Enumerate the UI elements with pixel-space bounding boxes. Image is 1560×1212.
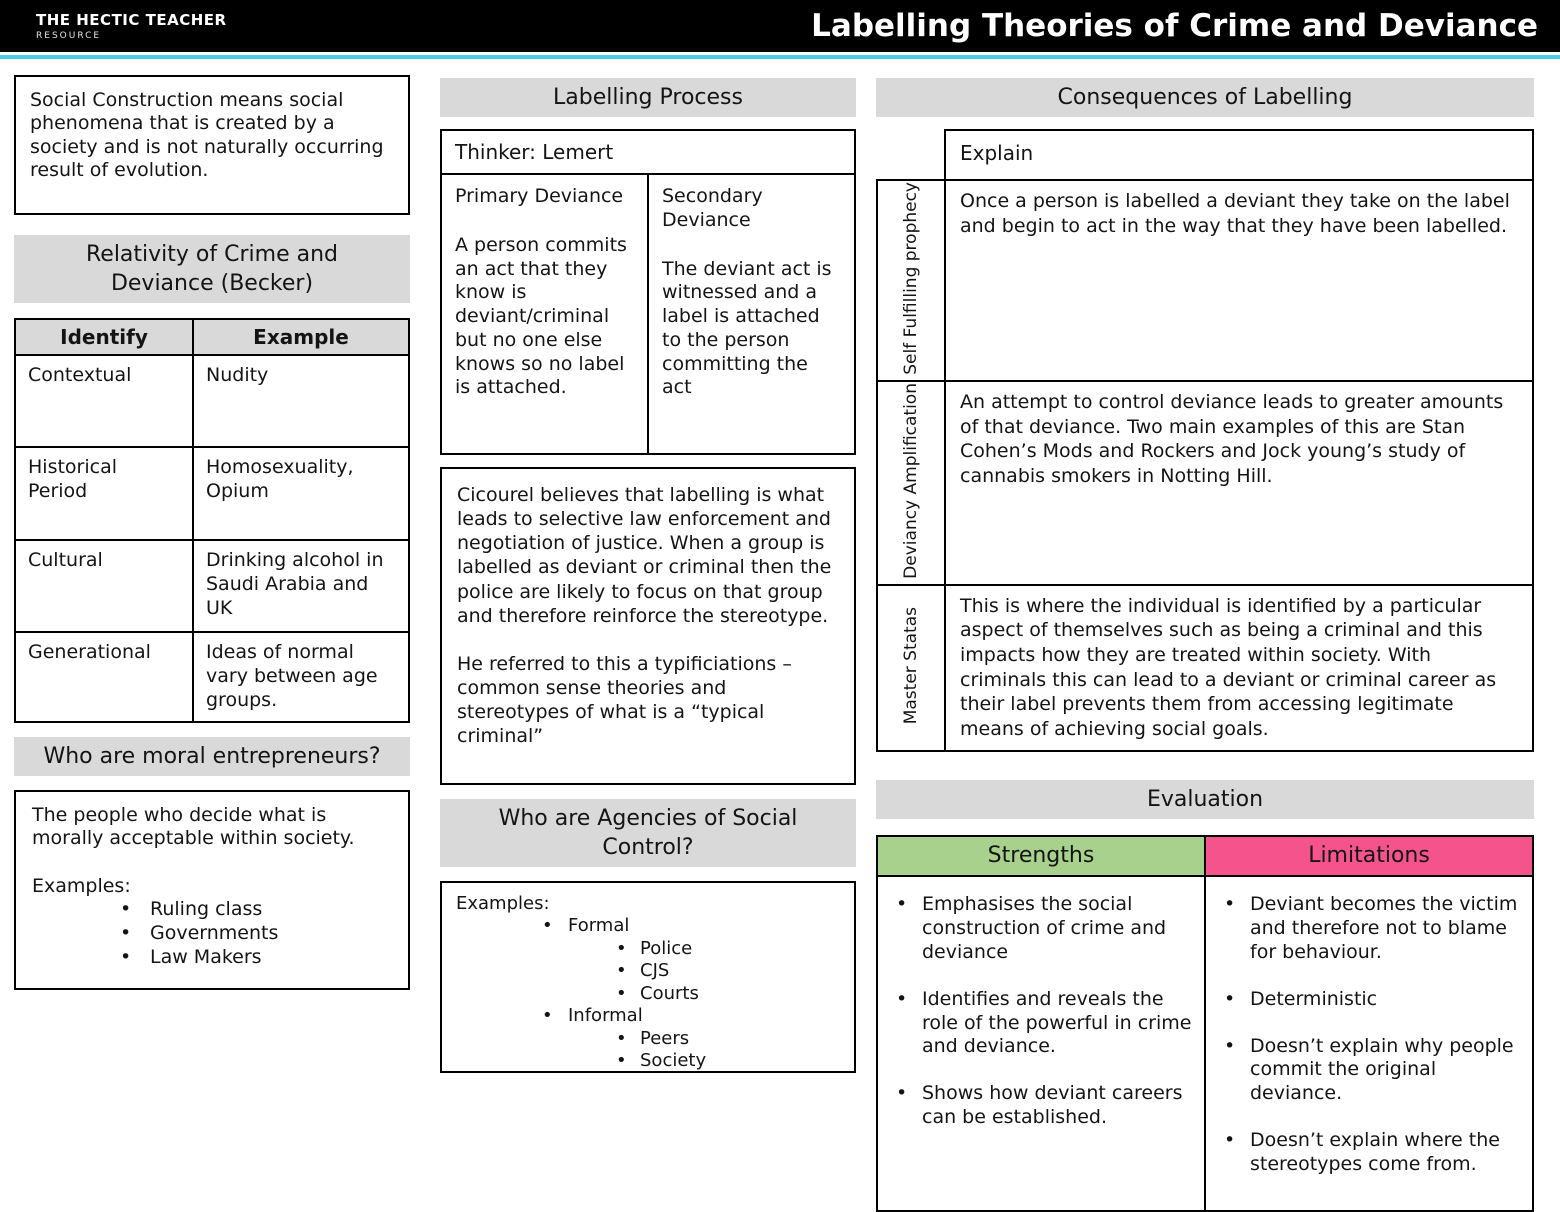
- list-item: [456, 1028, 840, 1051]
- consequence-label: [877, 585, 945, 751]
- list-item: [1212, 893, 1520, 965]
- example-cell: Ideas of normal vary between age groups.: [193, 632, 409, 722]
- list-item-text: Shows how deviant careers can be established.: [922, 1082, 1183, 1129]
- list-item: [32, 898, 392, 922]
- list-item: [32, 922, 392, 946]
- list-item-text: Law Makers: [150, 945, 262, 968]
- header-bar: [0, 0, 1560, 52]
- table-row: [15, 632, 409, 722]
- example-cell: Homosexuality, Opium: [193, 447, 409, 540]
- list-item-text: Ruling class: [150, 898, 263, 921]
- thinker-label: Thinker: Lemert: [442, 131, 854, 175]
- left-column: [14, 75, 410, 990]
- example-cell: Drinking alcohol in Saudi Arabia and UK: [193, 540, 409, 632]
- limitations-header: Limitations: [1205, 836, 1533, 876]
- moral-examples-list: [32, 898, 392, 969]
- primary-deviance-cell: [442, 175, 647, 453]
- consequence-row: [877, 585, 1533, 751]
- consequence-label-text: Master Statas: [900, 607, 921, 725]
- consequence-text: An attempt to control deviance leads to greater amounts of that deviance. Two main examples of this are Stan Cohen’s Mods and Rockers and Jock young’s study of cannabis smokers in Notting Hill.: [945, 381, 1533, 585]
- social-construction-text: Social Construction means social phenomena that is created by a society and is not naturally occurring result of evolution.: [30, 89, 384, 182]
- list-item-text: Doesn’t explain why people commit the original deviance.: [1250, 1034, 1514, 1105]
- right-column: [876, 78, 1534, 1212]
- list-item: [32, 946, 392, 970]
- strengths-cell: [877, 876, 1205, 1211]
- relativity-table-header-row: [15, 319, 409, 355]
- list-item-text: Emphasises the social construction of crime and deviance: [922, 892, 1167, 963]
- list-item-text: Doesn’t explain where the stereotypes come from.: [1250, 1129, 1500, 1176]
- list-item-text: Informal: [568, 1005, 643, 1027]
- moral-entrepreneurs-header: Who are moral entrepreneurs?: [14, 737, 410, 776]
- list-item: [456, 983, 840, 1006]
- consequence-row: [877, 381, 1533, 585]
- list-item: [1212, 1035, 1520, 1107]
- list-item-text: Identifies and reveals the role of the powerful in crime and deviance.: [922, 987, 1192, 1058]
- logo-subtitle: RESOURCE: [36, 31, 102, 41]
- limitations-cell: [1205, 876, 1533, 1211]
- labelling-process-header: Labelling Process: [440, 78, 856, 117]
- cicourel-box: [440, 467, 856, 785]
- identify-cell: Cultural: [15, 540, 193, 632]
- list-item: [456, 915, 840, 938]
- consequence-text: Once a person is labelled a deviant they take on the label and begin to act in the way that they have been labelled.: [945, 180, 1533, 381]
- evaluation-table: [876, 835, 1534, 1212]
- logo: [36, 11, 227, 41]
- consequences-table: [876, 129, 1534, 752]
- column-header-example: Example: [193, 319, 409, 355]
- column-header-identify: Identify: [15, 319, 193, 355]
- document-title: Labelling Theories of Crime and Deviance: [811, 8, 1538, 44]
- moral-entrepreneurs-box: [14, 790, 410, 990]
- table-row: [15, 447, 409, 540]
- cicourel-paragraph-2: He referred to this a typificiations – common sense theories and stereotypes of what is a “typical criminal”: [457, 652, 792, 748]
- explain-spacer: [877, 130, 945, 180]
- secondary-deviance-text: The deviant act is witnessed and a label is attached to the person committing the act: [662, 257, 832, 399]
- consequence-label-text: Self Fulfilling prophecy: [900, 182, 921, 375]
- list-item: [884, 1082, 1192, 1130]
- list-item-text: Formal: [568, 915, 630, 937]
- evaluation-header-row: [877, 836, 1533, 876]
- deviance-columns: [442, 175, 854, 453]
- list-item: [456, 1050, 840, 1073]
- agencies-header: Who are Agencies of Social Control?: [440, 799, 856, 867]
- examples-label: Examples:: [32, 874, 131, 897]
- list-item-text: Deterministic: [1250, 987, 1378, 1010]
- table-row: [15, 355, 409, 447]
- middle-column: [440, 78, 856, 1073]
- example-cell: Nudity: [193, 355, 409, 447]
- list-item-text: Peers: [640, 1027, 690, 1049]
- consequence-label-text: Deviancy Amplification: [900, 382, 921, 579]
- lemert-box: [440, 129, 856, 455]
- list-item-text: Courts: [640, 982, 699, 1004]
- evaluation-header: Evaluation: [876, 780, 1534, 819]
- primary-deviance-title: Primary Deviance: [455, 185, 624, 208]
- evaluation-body-row: [877, 876, 1533, 1211]
- agencies-box: [440, 881, 856, 1073]
- list-item-text: CJS: [640, 960, 670, 982]
- consequence-text: This is where the individual is identified by a particular aspect of themselves such as being a criminal and this impacts how they are treated within society. With criminals this can lead to a deviant or criminal career as their label prevents them from accessing legitimate means of achieving social goals.: [945, 585, 1533, 751]
- list-item-text: Governments: [150, 921, 279, 944]
- consequence-label: [877, 381, 945, 585]
- logo-title: THE HECTIC TEACHER: [36, 11, 227, 29]
- list-item-text: Police: [640, 937, 693, 959]
- list-item: [456, 960, 840, 983]
- explain-header: Explain: [945, 130, 1533, 180]
- list-item: [884, 893, 1192, 965]
- list-item: [456, 1005, 840, 1028]
- cicourel-paragraph-1: Cicourel believes that labelling is what leads to selective law enforcement and negotiation of justice. When a group is labelled as deviant or criminal then the police are likely to focus on that group and therefore reinforce the stereotype.: [457, 484, 832, 627]
- explain-row: [877, 130, 1533, 180]
- agencies-examples-label: Examples:: [456, 893, 550, 915]
- consequence-row: [877, 180, 1533, 381]
- table-row: [15, 540, 409, 632]
- list-item-text: Society: [640, 1050, 707, 1072]
- identify-cell: Generational: [15, 632, 193, 722]
- social-construction-box: [14, 75, 410, 215]
- list-item: [1212, 988, 1520, 1012]
- primary-deviance-text: A person commits an act that they know is deviant/criminal but no one else knows so no label is attached.: [455, 233, 627, 399]
- identify-cell: Historical Period: [15, 447, 193, 540]
- list-item-text: Deviant becomes the victim and therefore not to blame for behaviour.: [1250, 892, 1518, 963]
- secondary-deviance-title: Secondary Deviance: [662, 185, 763, 231]
- consequences-header: Consequences of Labelling: [876, 78, 1534, 117]
- identify-cell: Contextual: [15, 355, 193, 447]
- consequence-label: [877, 180, 945, 381]
- accent-divider: [0, 55, 1560, 59]
- relativity-table: [14, 318, 410, 723]
- secondary-deviance-cell: [647, 175, 854, 453]
- relativity-header: Relativity of Crime and Deviance (Becker): [14, 235, 410, 303]
- list-item: [884, 988, 1192, 1060]
- strengths-header: Strengths: [877, 836, 1205, 876]
- list-item: [1212, 1129, 1520, 1177]
- list-item: [456, 938, 840, 961]
- moral-intro-text: The people who decide what is morally acceptable within society.: [32, 804, 355, 850]
